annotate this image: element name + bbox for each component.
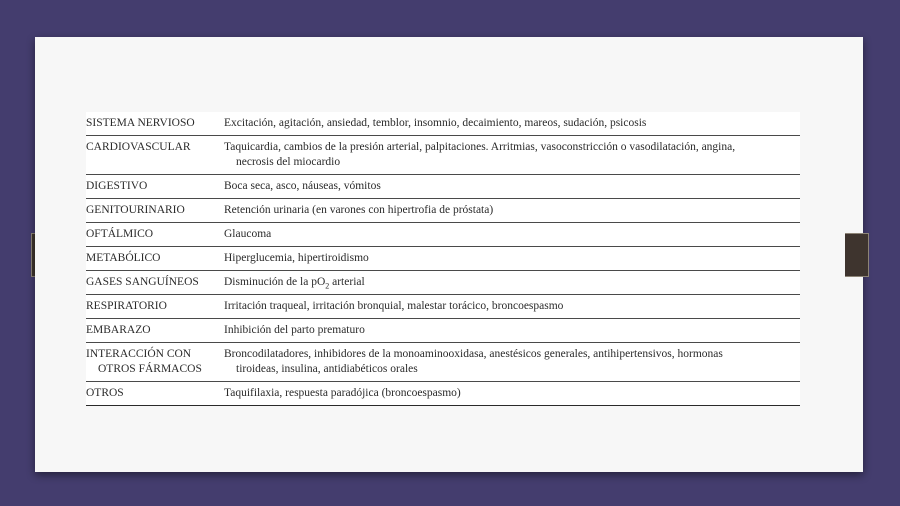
table-row: [86, 247, 800, 271]
effects-text-continued: tiroideas, insulina, antidiabéticos orales: [236, 363, 418, 375]
effects-cell: [224, 136, 800, 175]
system-cell: OFTÁLMICO: [86, 223, 224, 247]
system-cell: SISTEMA NERVIOSO: [86, 112, 224, 136]
effects-text-continued: necrosis del miocardio: [236, 156, 341, 168]
subscript-2: 2: [325, 281, 330, 291]
system-cell: RESPIRATORIO: [86, 295, 224, 319]
effects-text: Broncodilatadores, inhibidores de la monoaminooxidasa, anestésicos generales, antihipertensivos, hormonas: [224, 348, 723, 360]
table-row: [86, 175, 800, 199]
effects-cell: Retención urinaria (en varones con hipertrofia de próstata): [224, 199, 800, 223]
table-row: [86, 319, 800, 343]
table-row: [86, 382, 800, 406]
table-row: [86, 199, 800, 223]
effects-text: Taquicardia, cambios de la presión arterial, palpitaciones. Arritmias, vasoconstricción o vasodilatación, angina,: [224, 141, 736, 153]
effects-cell: Taquifilaxia, respuesta paradójica (broncoespasmo): [224, 382, 800, 406]
effects-text: Disminución de la pO: [224, 276, 326, 288]
system-cell: METABÓLICO: [86, 247, 224, 271]
effects-cell: Glaucoma: [224, 223, 800, 247]
system-cell: GENITOURINARIO: [86, 199, 224, 223]
effects-cell: [224, 271, 800, 295]
table-row: [86, 343, 800, 382]
effects-cell: [224, 343, 800, 382]
table-row: [86, 112, 800, 136]
system-text-continued: OTROS FÁRMACOS: [98, 363, 202, 375]
table-row: [86, 271, 800, 295]
system-cell: [86, 343, 224, 382]
right-side-tab: [845, 233, 869, 277]
system-cell: OTROS: [86, 382, 224, 406]
table-row: [86, 295, 800, 319]
system-text: INTERACCIÓN CON: [86, 348, 192, 360]
table-row: [86, 136, 800, 175]
system-cell: GASES SANGUÍNEOS: [86, 271, 224, 295]
effects-cell: Hiperglucemia, hipertiroidismo: [224, 247, 800, 271]
system-cell: CARDIOVASCULAR: [86, 136, 224, 175]
table-row: [86, 223, 800, 247]
effects-cell: Boca seca, asco, náuseas, vómitos: [224, 175, 800, 199]
side-effects-table: [86, 112, 800, 406]
effects-cell: Inhibición del parto prematuro: [224, 319, 800, 343]
effects-cell: Excitación, agitación, ansiedad, temblor, insomnio, decaimiento, mareos, sudación, psicosis: [224, 112, 800, 136]
system-cell: DIGESTIVO: [86, 175, 224, 199]
effects-text-tail: arterial: [329, 276, 365, 288]
system-cell: EMBARAZO: [86, 319, 224, 343]
effects-cell: Irritación traqueal, irritación bronquial, malestar torácico, broncoespasmo: [224, 295, 800, 319]
